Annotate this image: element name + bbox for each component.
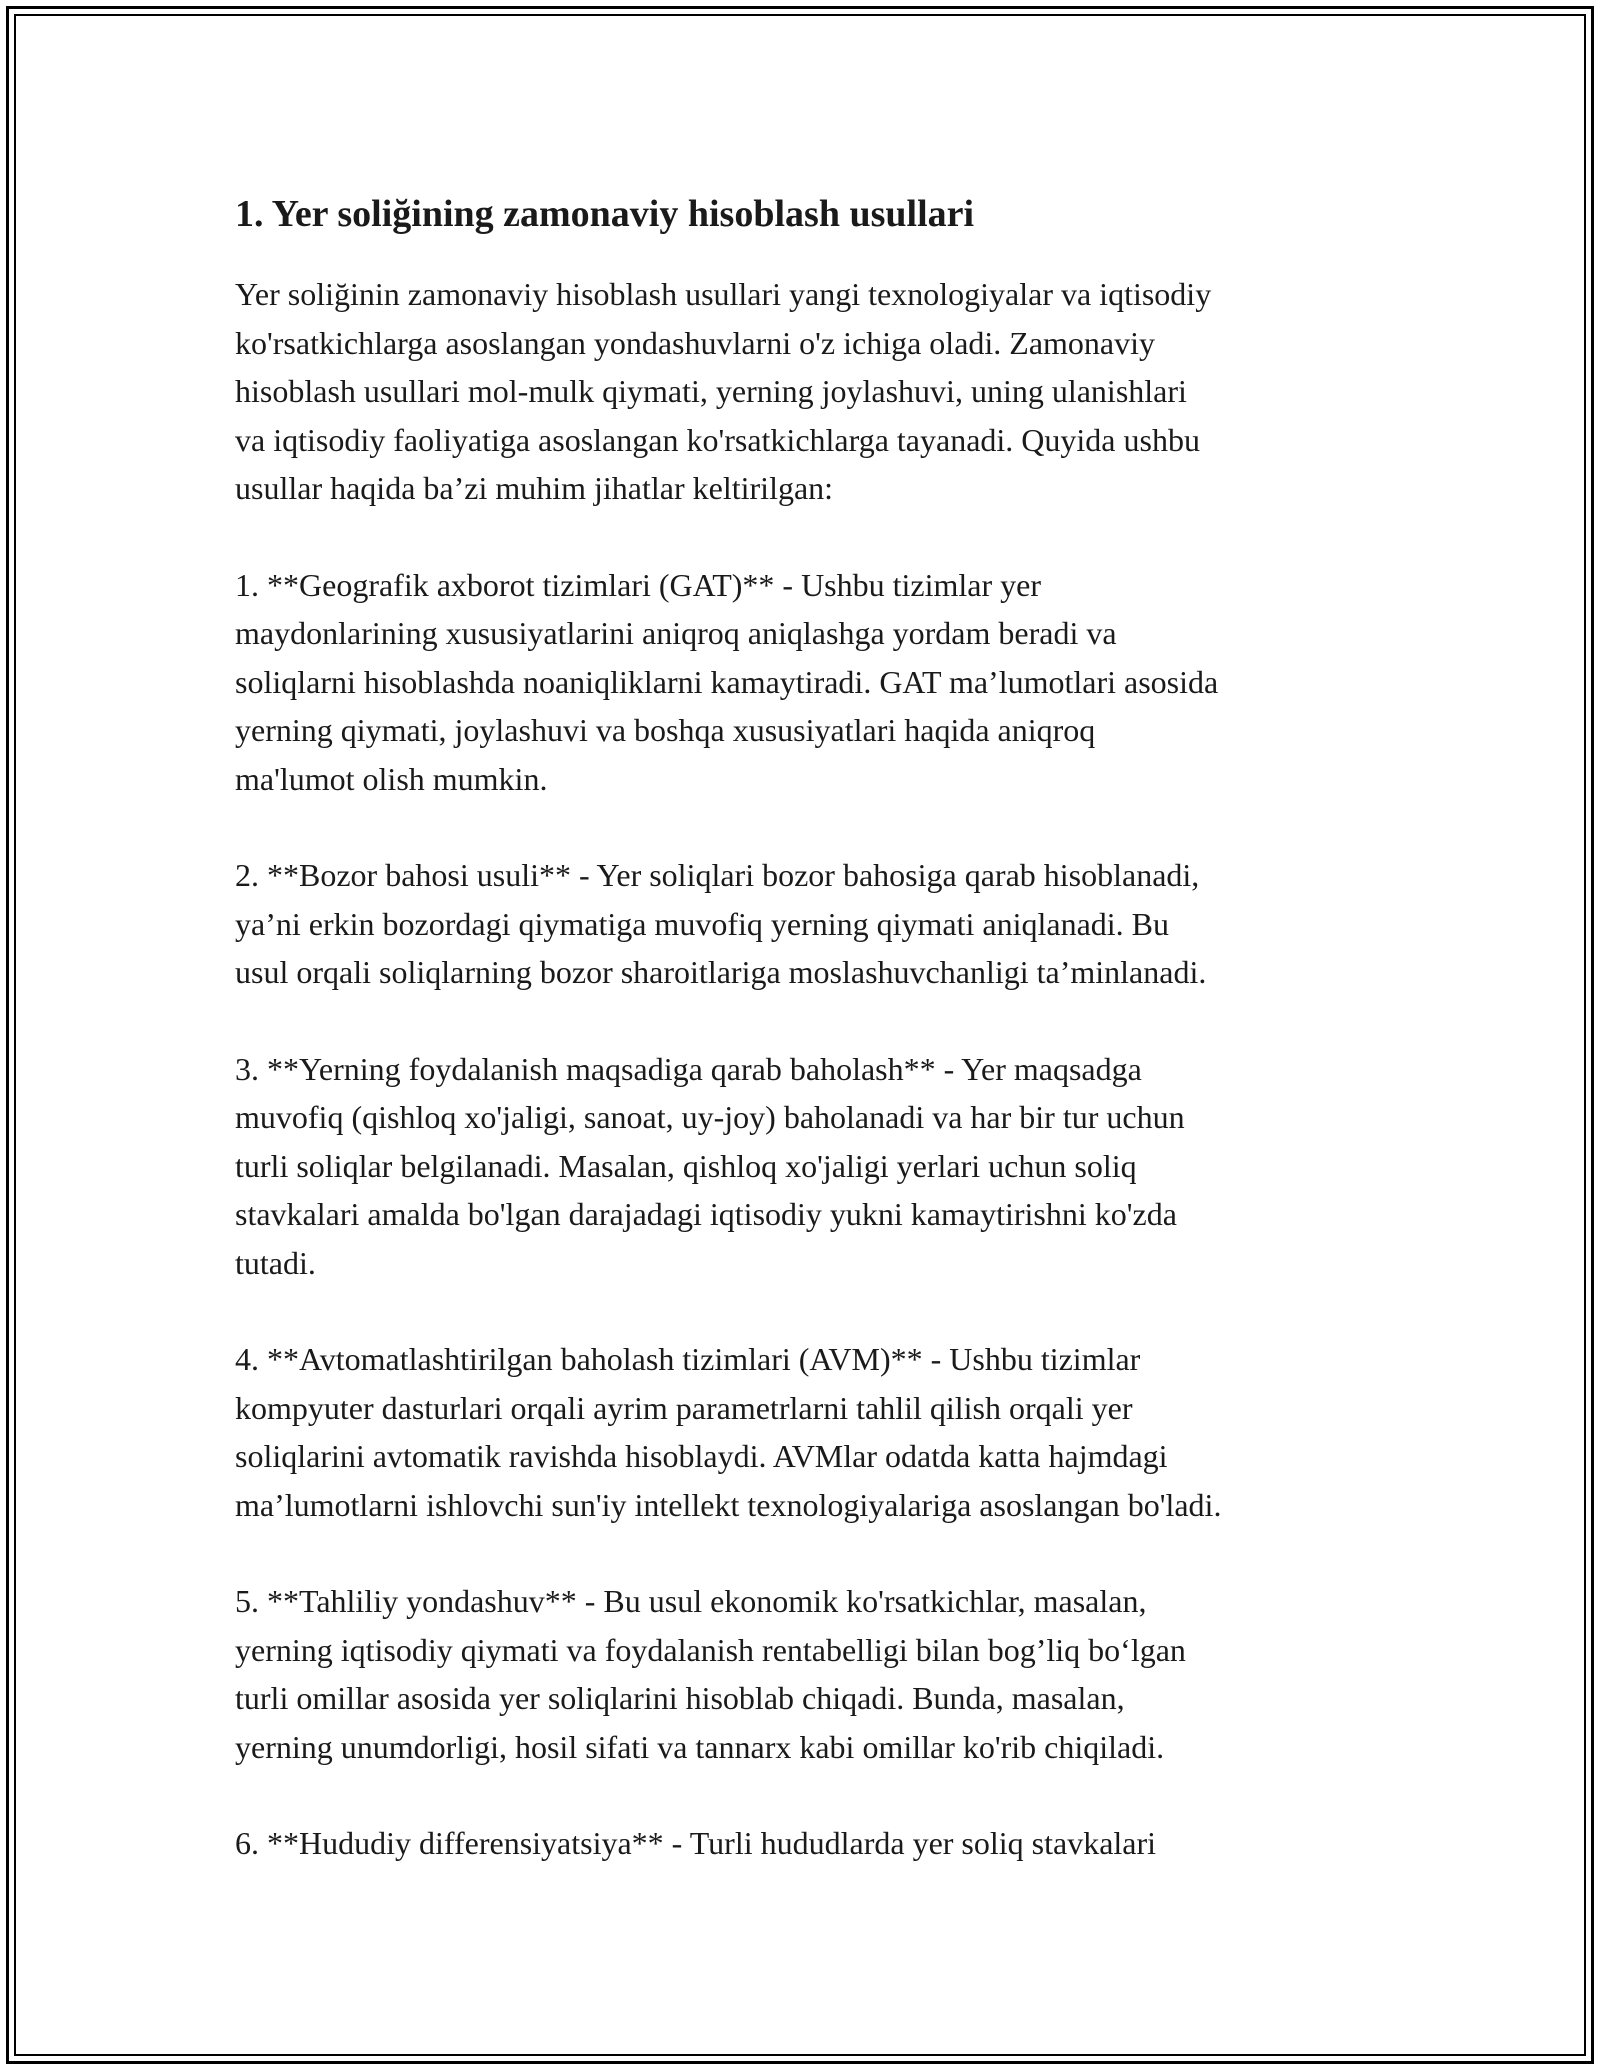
text-line: usul orqali soliqlarning bozor sharoitlariga moslashuvchanligi ta’minlanadi. xyxy=(235,954,1207,990)
text-line: Yer soliğinin zamonaviy hisoblash usullari yangi texnologiyalar va iqtisodiy xyxy=(235,276,1212,312)
text-line: turli omillar asosida yer soliqlarini hisoblab chiqadi. Bunda, masalan, xyxy=(235,1680,1125,1716)
text-line: ma’lumotlarni ishlovchi sun'iy intellekt texnologiyalariga asoslangan bo'ladi. xyxy=(235,1486,1222,1523)
text-line: yerning iqtisodiy qiymati va foydalanish rentabelligi bilan bog’liq bo‘lgan xyxy=(235,1631,1186,1668)
text-line: ko'rsatkichlarga asoslangan yondashuvlarni o'z ichiga oladi. Zamonaviy xyxy=(235,324,1156,361)
list-item-2-paragraph xyxy=(235,851,1385,997)
text-line: turli soliqlar belgilanadi. Masalan, qishloq xo'jaligi yerlari uchun soliq xyxy=(235,1147,1137,1184)
section-heading: 1. Yer soliğining zamonaviy hisoblash usullari xyxy=(235,193,975,235)
text-line: kompyuter dasturlari orqali ayrim parametrlarni tahlil qilish orqali yer xyxy=(235,1389,1133,1426)
text-line: usullar haqida ba’zi muhim jihatlar keltirilgan: xyxy=(235,470,834,506)
list-item-1-paragraph xyxy=(235,561,1385,804)
text-line: ya’ni erkin bozordagi qiymatiga muvofiq yerning qiymati aniqlanadi. Bu xyxy=(235,905,1169,942)
list-item-5-paragraph xyxy=(235,1577,1385,1771)
list-item-4-paragraph xyxy=(235,1335,1385,1529)
text-line: ma'lumot olish mumkin. xyxy=(235,760,548,797)
text-line: soliqlarni hisoblashda noaniqliklarni kamaytiradi. GAT ma’lumotlari asosida xyxy=(235,663,1219,700)
text-line: 6. **Hududiy differensiyatsiya** - Turli hududlarda yer soliq stavkalari xyxy=(235,1825,1157,1861)
text-line: stavkalari amalda bo'lgan darajadagi iqtisodiy yukni kamaytirishni ko'zda xyxy=(235,1196,1177,1232)
list-item-6-paragraph xyxy=(235,1819,1385,1868)
text-line: muvofiq (qishloq xo'jaligi, sanoat, uy-joy) baholanadi va har bir tur uchun xyxy=(235,1099,1185,1135)
text-line: tutadi. xyxy=(235,1244,316,1281)
text-line: soliqlarini avtomatik ravishda hisoblaydi. AVMlar odatda katta hajmdagi xyxy=(235,1438,1168,1474)
text-line: 5. **Tahliliy yondashuv** - Bu usul ekonomik ko'rsatkichlar, masalan, xyxy=(235,1583,1147,1619)
text-line: yerning qiymati, joylashuvi va boshqa xususiyatlari haqida aniqroq xyxy=(235,712,1096,748)
text-line: 1. **Geografik axborot tizimlari (GAT)** - Ushbu tizimlar yer xyxy=(235,566,1041,603)
text-line: yerning unumdorligi, hosil sifati va tannarx kabi omillar ko'rib chiqiladi. xyxy=(235,1728,1165,1765)
text-line: 3. **Yerning foydalanish maqsadiga qarab baholash** - Yer maqsadga xyxy=(235,1050,1142,1087)
text-line: maydonlarining xususiyatlarini aniqroq aniqlashga yordam beradi va xyxy=(235,615,1117,651)
document-body xyxy=(235,188,1385,1916)
list-item-3-paragraph xyxy=(235,1045,1385,1288)
text-line: hisoblash usullari mol-mulk qiymati, yerning joylashuvi, uning ulanishlari xyxy=(235,373,1187,409)
text-line: va iqtisodiy faoliyatiga asoslangan ko'rsatkichlarga tayanadi. Quyida ushbu xyxy=(235,421,1200,458)
text-line: 2. **Bozor bahosi usuli** - Yer soliqlari bozor bahosiga qarab hisoblanadi, xyxy=(235,857,1200,893)
text-line: 4. **Avtomatlashtirilgan baholash tizimlari (AVM)** - Ushbu tizimlar xyxy=(235,1341,1141,1377)
intro-paragraph xyxy=(235,270,1385,513)
